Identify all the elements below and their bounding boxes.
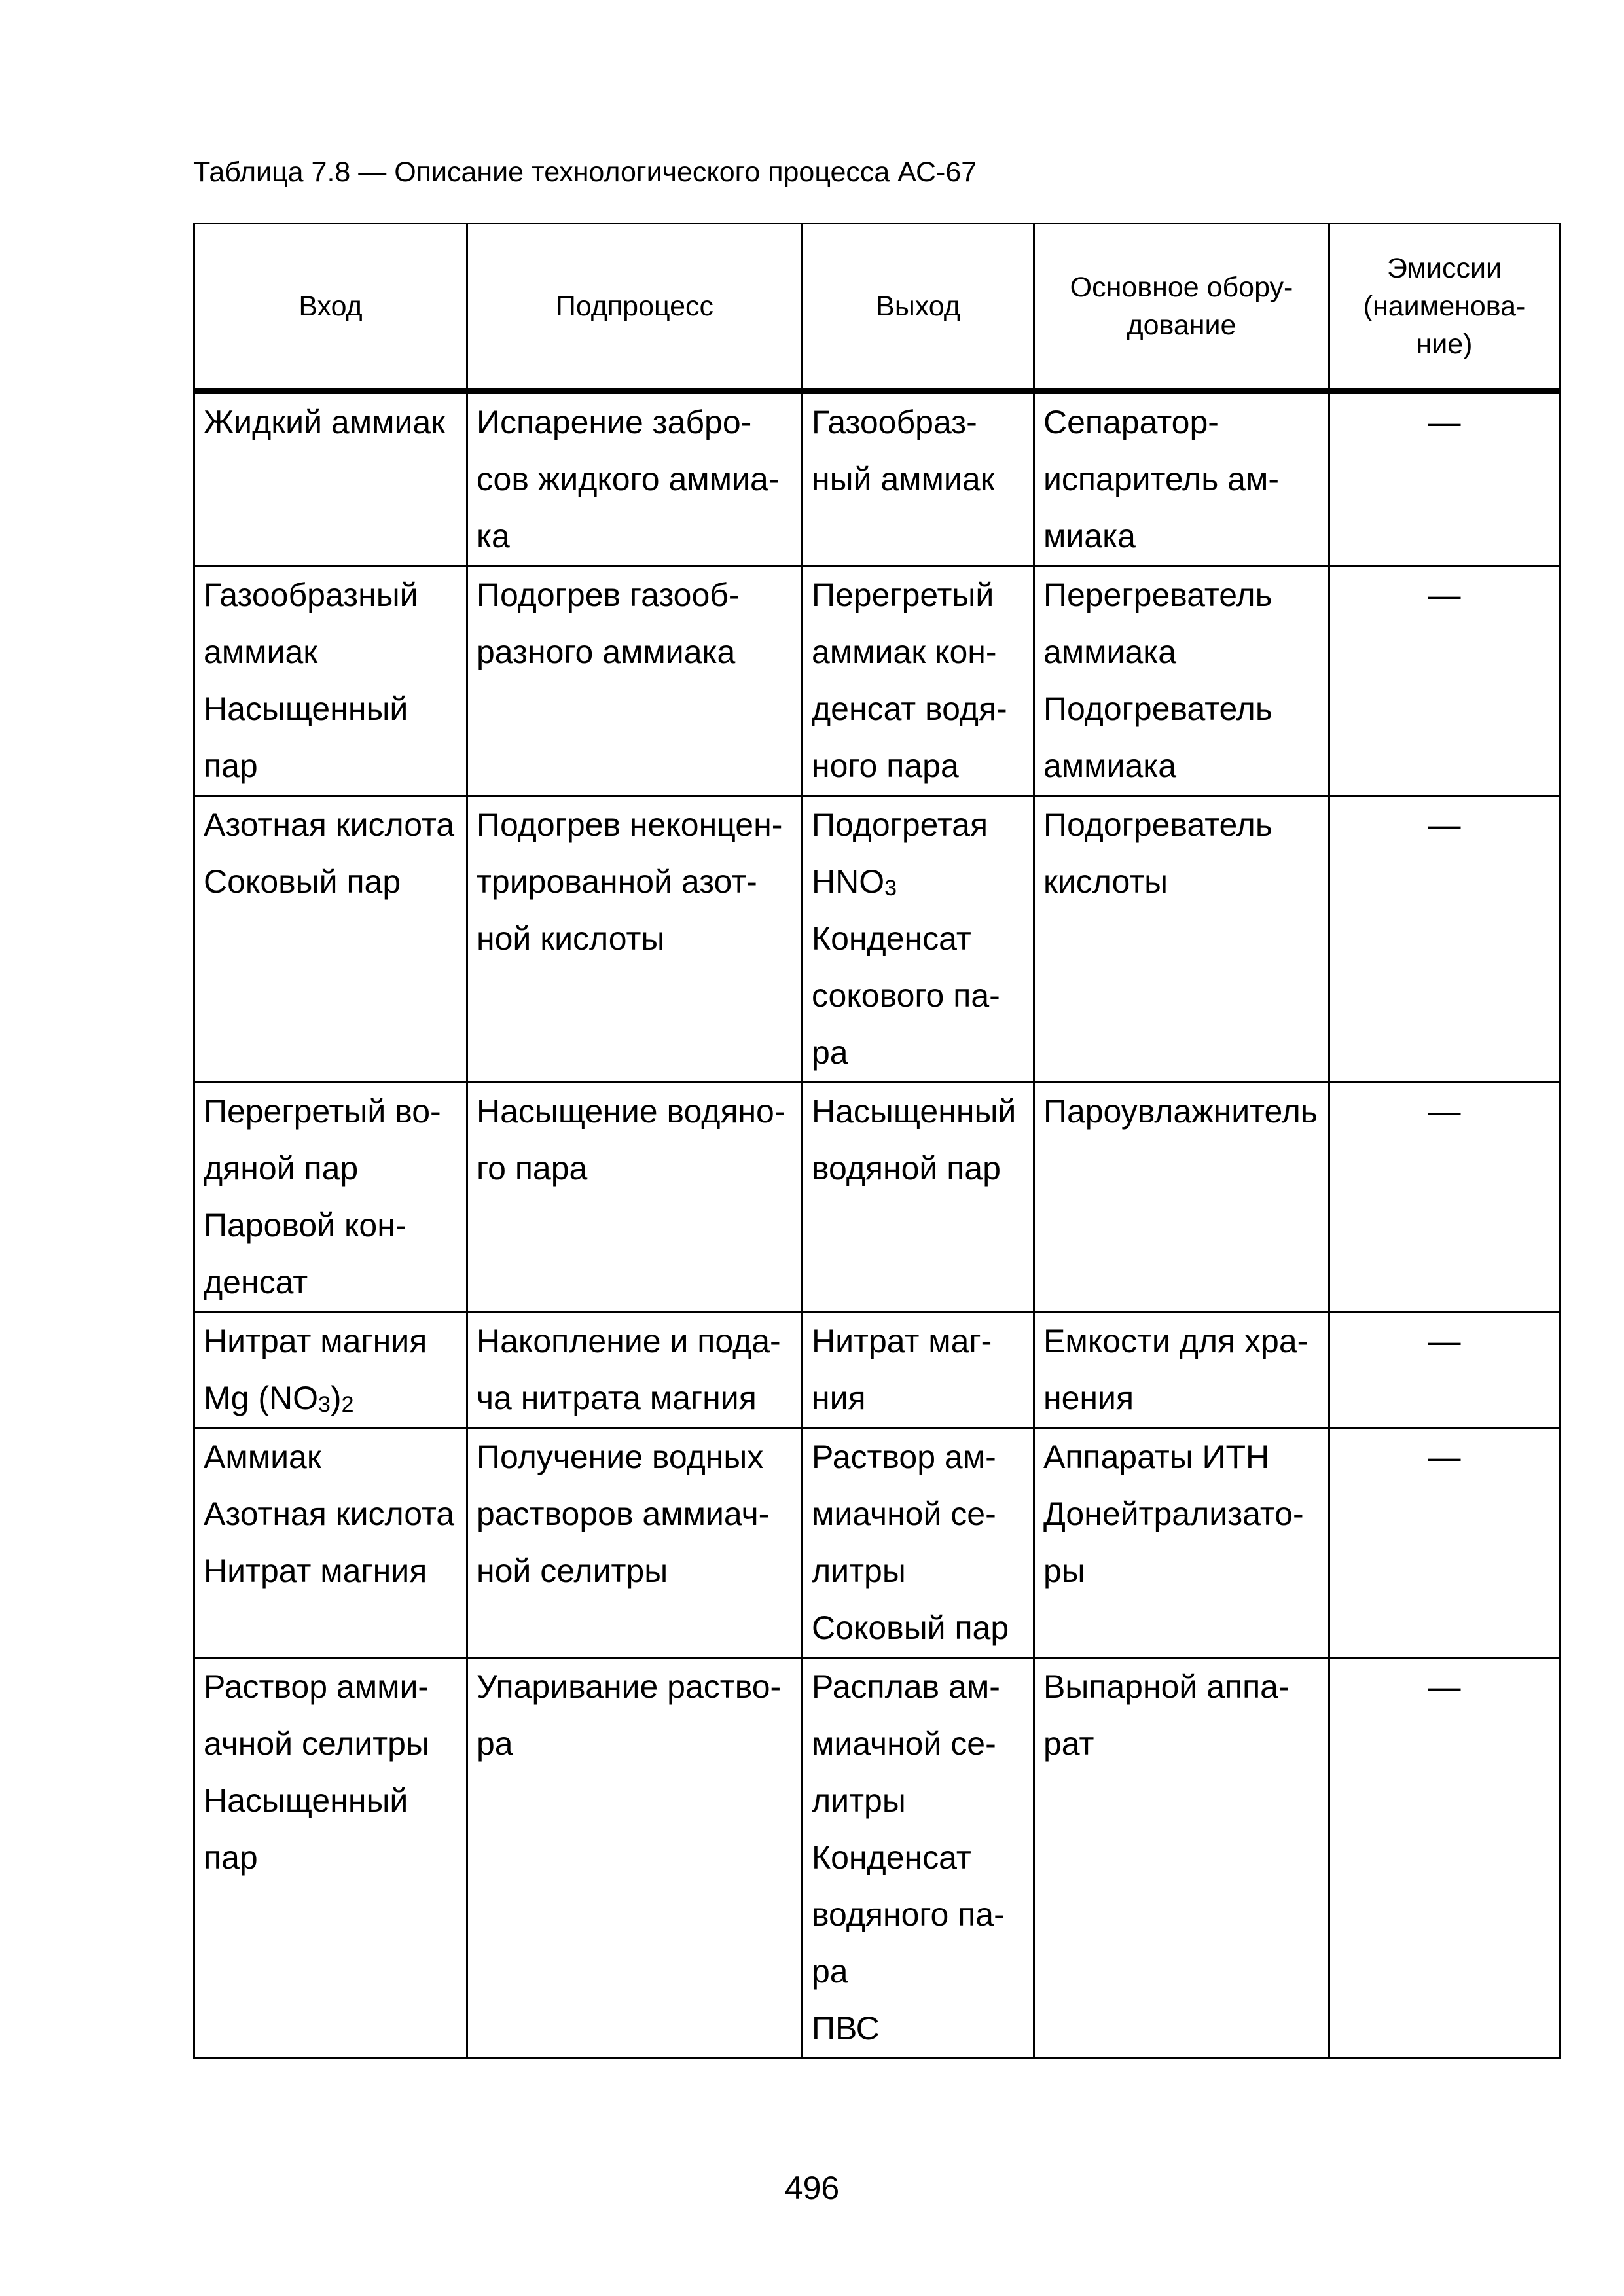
output-cell — [803, 566, 1034, 796]
table-row — [194, 1083, 1560, 1312]
equipment-cell — [1034, 1428, 1329, 1658]
cell-line: го пара — [477, 1150, 588, 1187]
cell-line: миачной се- — [812, 1725, 996, 1762]
cell-line: водяной пар — [812, 1150, 1001, 1187]
table-body — [194, 391, 1560, 2058]
cell-line: Упаривание раство- — [477, 1668, 782, 1705]
cell-line: ра — [812, 1034, 848, 1071]
cell-line: Перегретый во- — [204, 1093, 441, 1130]
cell-line: Испарение забро- — [477, 404, 752, 440]
cell-line: Соковый пар — [204, 863, 401, 900]
header-output — [803, 224, 1034, 391]
cell-line: ра — [812, 1953, 848, 1990]
header-equipment — [1034, 224, 1329, 391]
cell-line: ПВС — [812, 2010, 880, 2047]
equipment-cell — [1034, 1083, 1329, 1312]
emissions-cell — [1329, 566, 1560, 796]
cell-line: Насыщенный — [204, 1782, 408, 1819]
cell-line: дяной пар — [204, 1150, 359, 1187]
cell-line: ка — [477, 518, 510, 554]
cell-line: разного аммиака — [477, 634, 736, 670]
cell-line: испаритель ам- — [1043, 461, 1279, 497]
input-cell — [194, 1312, 467, 1428]
cell-line: — — [1428, 1668, 1461, 1705]
equipment-cell — [1034, 796, 1329, 1083]
cell-line: Накопление и пода- — [477, 1323, 781, 1359]
cell-line: Соковый пар — [812, 1609, 1009, 1646]
cell-line: Конденсат — [812, 920, 971, 957]
input-cell — [194, 391, 467, 566]
cell-line: дование — [1127, 310, 1236, 341]
subprocess-cell — [467, 1312, 803, 1428]
cell-line: растворов аммиач- — [477, 1496, 770, 1532]
cell-line: Раствор ам- — [812, 1439, 996, 1475]
cell-line: Емкости для хра- — [1043, 1323, 1308, 1359]
cell-line: Нитрат магния — [204, 1323, 427, 1359]
equipment-cell — [1034, 1312, 1329, 1428]
cell-line: Подпроцесс — [555, 291, 714, 322]
cell-line: Вход — [298, 291, 363, 322]
cell-line: ного пара — [812, 747, 959, 784]
cell-line: Нитрат маг- — [812, 1323, 992, 1359]
cell-line: Аммиак — [204, 1439, 321, 1475]
cell-line: Газообразный — [204, 577, 418, 613]
cell-line: Подогреватель — [1043, 691, 1272, 727]
header-emissions — [1329, 224, 1560, 391]
table-header-row — [194, 224, 1560, 391]
cell-line: Эмиссии — [1386, 253, 1502, 284]
cell-line: ры — [1043, 1552, 1085, 1589]
equipment-cell — [1034, 566, 1329, 796]
cell-line: литры — [812, 1782, 906, 1819]
cell-line: аммиак — [204, 634, 318, 670]
cell-line: — — [1428, 1323, 1461, 1359]
table-row — [194, 796, 1560, 1083]
cell-line: Насыщенный — [204, 691, 408, 727]
cell-line: сов жидкого аммиа- — [477, 461, 780, 497]
cell-line: ча нитрата магния — [477, 1380, 757, 1416]
cell-line: Подогретая — [812, 806, 988, 843]
cell-line: ной селитры — [477, 1552, 668, 1589]
cell-line: сокового па- — [812, 977, 1000, 1014]
cell-line: ный аммиак — [812, 461, 995, 497]
header-subprocess — [467, 224, 803, 391]
cell-line: Конденсат — [812, 1839, 971, 1876]
cell-line: Насыщение водяно- — [477, 1093, 785, 1130]
emissions-cell — [1329, 1083, 1560, 1312]
cell-line: литры — [812, 1552, 906, 1589]
cell-line: — — [1428, 404, 1461, 440]
equipment-cell — [1034, 391, 1329, 566]
cell-line: аммиака — [1043, 634, 1177, 670]
cell-line: аммиака — [1043, 747, 1177, 784]
cell-line: денсат водя- — [812, 691, 1007, 727]
cell-line: — — [1428, 1439, 1461, 1475]
cell-line: Получение водных — [477, 1439, 764, 1475]
cell-line: кислоты — [1043, 863, 1168, 900]
input-cell — [194, 1428, 467, 1658]
output-cell — [803, 1312, 1034, 1428]
page-number: 496 — [784, 2170, 840, 2206]
cell-line: Перегретый — [812, 577, 994, 613]
emissions-cell — [1329, 391, 1560, 566]
equipment-cell — [1034, 1658, 1329, 2058]
table-row — [194, 1428, 1560, 1658]
subprocess-cell — [467, 1658, 803, 2058]
cell-line: Перегреватель — [1043, 577, 1272, 613]
cell-line: Пароувлажнитель — [1043, 1093, 1318, 1130]
cell-line: $HNO_3$ — [812, 863, 897, 901]
cell-line: миачной се- — [812, 1496, 996, 1532]
cell-line: трированной азот- — [477, 863, 757, 900]
cell-line: Жидкий аммиак — [204, 404, 446, 440]
table-row — [194, 1658, 1560, 2058]
subprocess-cell — [467, 1083, 803, 1312]
output-cell — [803, 1083, 1034, 1312]
input-cell — [194, 1083, 467, 1312]
input-cell — [194, 796, 467, 1083]
subprocess-cell — [467, 566, 803, 796]
cell-line: Азотная кислота — [204, 1496, 455, 1532]
table-row — [194, 1312, 1560, 1428]
table-row — [194, 391, 1560, 566]
emissions-cell — [1329, 1428, 1560, 1658]
output-cell — [803, 391, 1034, 566]
output-cell — [803, 1658, 1034, 2058]
cell-line: нения — [1043, 1380, 1134, 1416]
cell-line: — — [1428, 1093, 1461, 1130]
cell-line: Насыщенный — [812, 1093, 1017, 1130]
emissions-cell — [1329, 1312, 1560, 1428]
cell-line: Подогреватель — [1043, 806, 1272, 843]
cell-line: Аппараты ИТН — [1043, 1439, 1270, 1475]
emissions-cell — [1329, 1658, 1560, 2058]
emissions-cell — [1329, 796, 1560, 1083]
cell-line: миака — [1043, 518, 1136, 554]
cell-line: Mg $(NO_3)_2$ — [204, 1380, 354, 1418]
cell-line: водяного па- — [812, 1896, 1005, 1933]
subprocess-cell — [467, 1428, 803, 1658]
cell-line: Раствор амми- — [204, 1668, 429, 1705]
cell-line: ние) — [1416, 329, 1473, 360]
cell-line: рат — [1043, 1725, 1094, 1762]
cell-line: Азотная кислота — [204, 806, 455, 843]
cell-line: ра — [477, 1725, 513, 1762]
cell-line: — — [1428, 577, 1461, 613]
cell-line: ния — [812, 1380, 866, 1416]
cell-line: Газообраз- — [812, 404, 977, 440]
process-table — [193, 223, 1561, 2059]
cell-line: Выпарной аппа- — [1043, 1668, 1290, 1705]
cell-line: Выход — [876, 291, 960, 322]
header-input — [194, 224, 467, 391]
cell-line: Сепаратор- — [1043, 404, 1219, 440]
cell-line: Подогрев неконцен- — [477, 806, 783, 843]
output-cell — [803, 1428, 1034, 1658]
cell-line: пар — [204, 1839, 258, 1876]
cell-line: ачной селитры — [204, 1725, 429, 1762]
input-cell — [194, 1658, 467, 2058]
table-row — [194, 566, 1560, 796]
cell-line: денсат — [204, 1264, 308, 1300]
cell-line: аммиак кон- — [812, 634, 997, 670]
cell-line: Паровой кон- — [204, 1207, 406, 1244]
cell-line: Подогрев газооб- — [477, 577, 740, 613]
cell-line: — — [1428, 806, 1461, 843]
cell-line: ной кислоты — [477, 920, 665, 957]
output-cell — [803, 796, 1034, 1083]
cell-line: Донейтрализато- — [1043, 1496, 1304, 1532]
input-cell — [194, 566, 467, 796]
cell-line: Расплав ам- — [812, 1668, 1000, 1705]
subprocess-cell — [467, 796, 803, 1083]
cell-line: Основное обору- — [1070, 272, 1293, 303]
cell-line: Нитрат магния — [204, 1552, 427, 1589]
table-caption: Таблица 7.8 — Описание технологического процесса АС-67 — [193, 156, 977, 188]
subprocess-cell — [467, 391, 803, 566]
cell-line: пар — [204, 747, 258, 784]
cell-line: (наименова- — [1363, 291, 1526, 322]
